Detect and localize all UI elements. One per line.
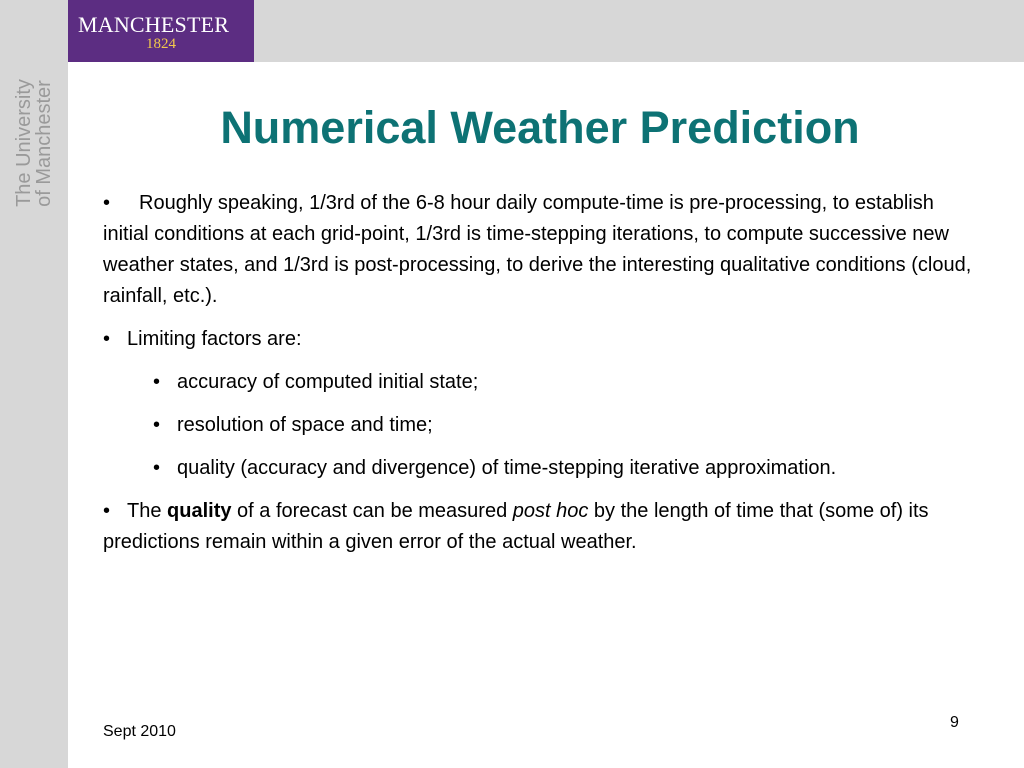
bullet-text-3c: by the length of time that (some of) its predictions remain within a given error of the actual weather.	[103, 500, 929, 553]
bullet-icon: •	[153, 457, 161, 479]
emphasis-quality: quality	[167, 500, 232, 522]
bullet-text-1: Roughly speaking, 1/3rd of the 6-8 hour daily compute-time is pre-processing, to establish initial conditions at each grid-point, 1/3rd is time-stepping iterations, to compute successive new weather states, and 1/3rd is post-processing, to derive the interesting qualitative conditions (cloud, rainfall, etc.).	[103, 192, 972, 307]
bullet-text-2: Limiting factors are:	[127, 328, 302, 350]
page-number: 9	[950, 714, 959, 731]
bullet-paragraph-3	[103, 496, 973, 558]
sub-bullet-3	[153, 453, 973, 484]
sub-bullet-text-1: accuracy of computed initial state;	[177, 371, 479, 393]
slide-title: Numerical Weather Prediction	[220, 102, 860, 153]
bullet-paragraph-2	[103, 324, 973, 355]
bullet-text-3b: of a forecast can be measured	[231, 500, 513, 522]
logo-year: 1824	[146, 36, 176, 52]
bullet-text-3a: The	[127, 500, 168, 522]
wordmark-line-2: of Manchester	[33, 80, 55, 207]
bullet-icon: •	[103, 500, 111, 522]
sub-bullet-1	[153, 367, 973, 398]
emphasis-post-hoc: post hoc	[512, 500, 589, 522]
bullet-icon: •	[153, 371, 161, 393]
university-logo	[68, 0, 254, 62]
bullet-paragraph-1	[103, 188, 973, 312]
bullet-icon: •	[153, 414, 161, 436]
sub-bullet-2	[153, 410, 973, 441]
sub-bullet-text-2: resolution of space and time;	[177, 414, 433, 436]
logo-name: MANCHESTER	[78, 12, 230, 37]
bullet-icon: •	[103, 328, 111, 350]
footer-date: Sept 2010	[103, 723, 176, 740]
university-wordmark	[14, 79, 54, 207]
wordmark-line-1: The University	[13, 79, 35, 207]
bullet-icon: •	[103, 192, 111, 214]
slide-body	[103, 188, 973, 570]
sub-bullet-text-3: quality (accuracy and divergence) of time-stepping iterative approximation.	[177, 457, 837, 479]
